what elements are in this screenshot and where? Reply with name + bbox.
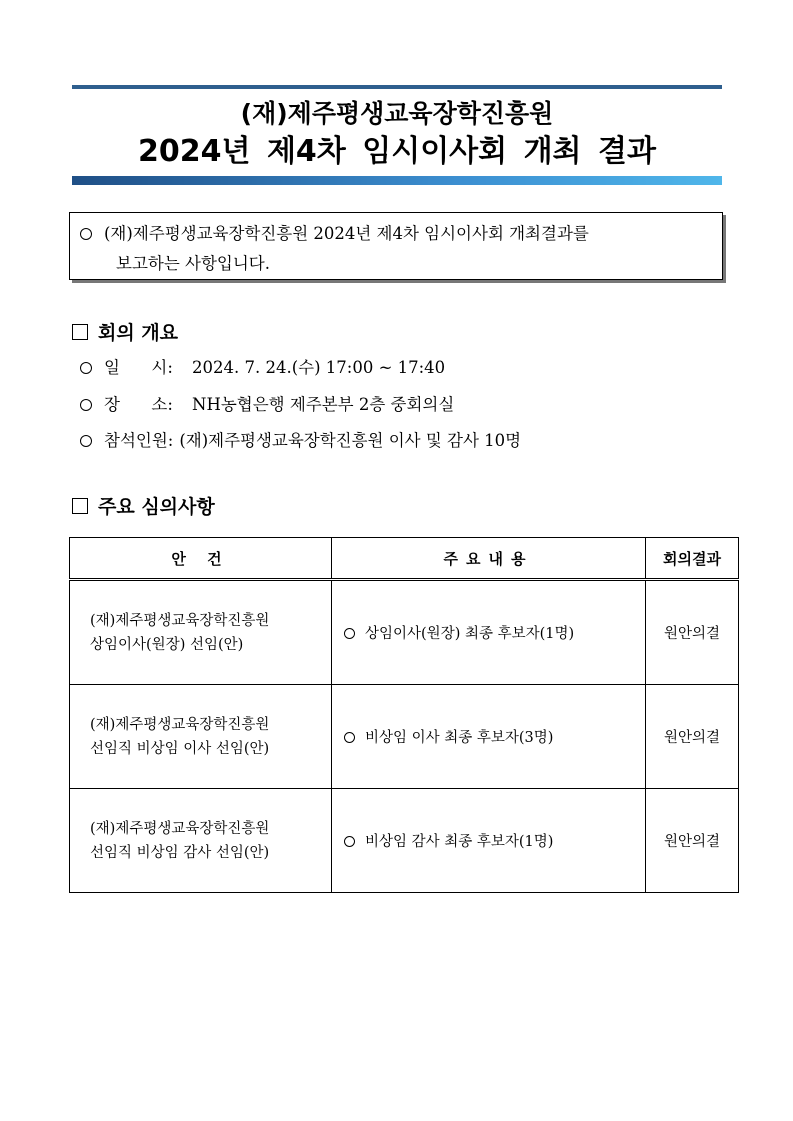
org-name: (재)제주평생교육장학진흥원 xyxy=(240,99,554,128)
overview-label: 참석인원: xyxy=(104,431,174,450)
overview-label: 일 시: xyxy=(104,358,173,377)
header-content: 주요내용 xyxy=(332,538,646,580)
header-result: 회의결과 xyxy=(646,538,739,580)
circle-bullet-icon xyxy=(80,362,92,374)
circle-bullet-icon xyxy=(344,628,355,639)
table-row xyxy=(70,789,739,893)
overview-row-place xyxy=(80,393,454,417)
agenda-content: 비상임 감사 최종 후보자(1명) xyxy=(332,789,646,893)
square-bullet-icon xyxy=(72,324,88,340)
table-row xyxy=(70,685,739,789)
circle-bullet-icon xyxy=(344,732,355,743)
circle-bullet-icon xyxy=(80,435,92,447)
agenda-table xyxy=(69,537,739,893)
square-bullet-icon xyxy=(72,498,88,514)
agenda-result: 원안의결 xyxy=(646,789,739,893)
overview-value: 2024. 7. 24.(수) 17:00 ~ 17:40 xyxy=(192,358,446,377)
table-row xyxy=(70,580,739,685)
title-top-rule xyxy=(72,85,722,89)
section-meeting-overview: 회의 개요 xyxy=(72,318,178,345)
summary-box xyxy=(69,212,723,280)
document-title-block xyxy=(72,92,722,172)
agenda-item: (재)제주평생교육장학진흥원 상임이사(원장) 선임(안) xyxy=(70,580,332,685)
overview-value: NH농협은행 제주본부 2층 중회의실 xyxy=(192,395,455,414)
agenda-content: 비상임 이사 최종 후보자(3명) xyxy=(332,685,646,789)
header-item: 안 건 xyxy=(70,538,332,580)
summary-line-1: (재)제주평생교육장학진흥원 2024년 제4차 임시이사회 개최결과를 xyxy=(104,224,589,243)
summary-line-2: 보고하는 사항입니다. xyxy=(116,254,270,273)
overview-row-attendees xyxy=(80,429,521,453)
table-header-row xyxy=(70,538,739,580)
overview-value: (재)제주평생교육장학진흥원 이사 및 감사 10명 xyxy=(179,431,522,450)
page-title: 2024년 제4차 임시이사회 개최 결과 xyxy=(138,134,656,169)
title-bottom-rule xyxy=(72,176,722,185)
circle-bullet-icon xyxy=(344,836,355,847)
agenda-item: (재)제주평생교육장학진흥원 선임직 비상임 감사 선임(안) xyxy=(70,789,332,893)
agenda-result: 원안의결 xyxy=(646,580,739,685)
agenda-result: 원안의결 xyxy=(646,685,739,789)
overview-label: 장 소: xyxy=(104,395,173,414)
section-main-agenda: 주요 심의사항 xyxy=(72,492,215,519)
agenda-content: 상임이사(원장) 최종 후보자(1명) xyxy=(332,580,646,685)
circle-bullet-icon xyxy=(80,399,92,411)
overview-row-date xyxy=(80,356,445,380)
agenda-item: (재)제주평생교육장학진흥원 선임직 비상임 이사 선임(안) xyxy=(70,685,332,789)
circle-bullet-icon xyxy=(80,228,92,240)
